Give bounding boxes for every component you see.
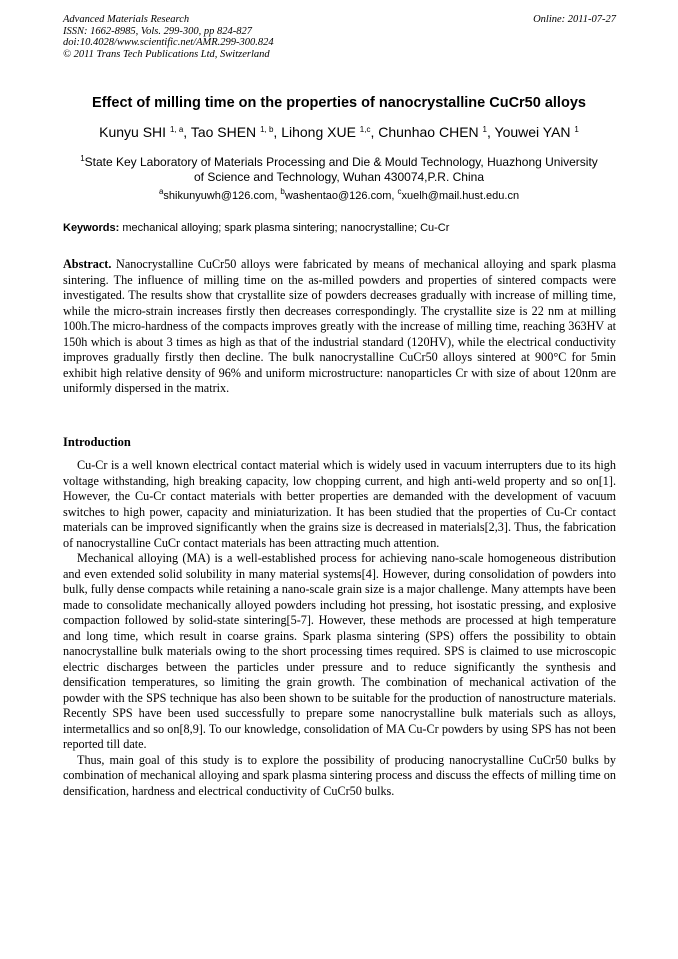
journal-header [63,14,616,60]
keywords-text: mechanical alloying; spark plasma sintering; nanocrystalline; Cu-Cr [122,222,450,234]
author-name: Lihong XUE [281,124,356,140]
author-marker: 1 [574,125,579,134]
keywords-label: Keywords: [63,222,120,234]
email-address[interactable]: washentao@126.com [284,190,392,202]
doi-line: doi:10.4028/www.scientific.net/AMR.299-300.824 [63,37,274,48]
author-name: Kunyu SHI [99,124,167,140]
introduction-body [63,458,616,799]
email-marker: c [397,187,402,196]
abstract-text: Nanocrystalline CuCr50 alloys were fabricated by means of mechanical alloying and spark plasma sintering. The influence of milling time on the as-milled powders and properties of sintered compacts were investigated. The results show that crystallite size of powders decreases gradually with increase of milling time, while the micro-strain increases firstly then decreases correspondingly. The crystallite size is 22 nm at milling 100h.The micro-hardness of the compacts improves greatly with the increase of milling time, reaching 363HV at 150h which is about 3 times as high as that of the industrial standard (120HV), while the electrical conductivity improves gradually firstly then decline. The bulk nanocrystalline CuCr50 alloys sintered at 900°C for 5min exhibit high relative density of 96% and uniform microstructure: nanoparticles Cr with size of about 120nm are uniformly dispersed in the matrix. [63,257,616,395]
author-marker: 1, a [169,125,184,134]
author-name: Chunhao CHEN [378,124,479,140]
affiliation-marker: 1 [80,154,85,163]
author-name: Tao SHEN [190,124,257,140]
author-marker: 1 [482,125,487,134]
online-date: Online: 2011-07-27 [533,14,616,25]
abstract [63,257,616,397]
email-address[interactable]: shikunyuwh@126.com [163,190,275,202]
email-marker: b [280,187,285,196]
abstract-label: Abstract. [63,257,112,271]
author-marker: 1, b [260,125,274,134]
email-marker: a [158,187,164,196]
author-list: Kunyu SHI $^{1, a}$, Tao SHEN $^{1, b}$, Lihong XUE $^{1,c}$, Chunhao CHEN $^1$, Youwei YAN $^1$ [99,124,579,140]
paper-title: Effect of milling time on the properties of nanocrystalline CuCr50 alloys [92,95,586,111]
intro-paragraph: Cu-Cr is a well known electrical contact material which is widely used in vacuum interrupters due to its high voltage withstanding, high breaking capacity, low chopping current, and high anti-weld property and so on[1]. However, the Cu-Cr contact materials with better properties are demanded with the development of vacuum switches to high power, capacity and miniaturization. It has been studied that the properties of Cu-Cr contact materials can be improved significantly when the grains size is decreased in materials[2,3]. Thus, the fabrication of nanocrystalline CuCr contact materials has been attracting much attention. [63,458,616,550]
intro-paragraph: Mechanical alloying (MA) is a well-established process for achieving nano-scale homogeneous distribution and even extended solid solubility in many material systems[4]. However, during consolidation of powders into bulk, fully dense compacts while retaining a nano-scale grain size is a major challenge. Many attempts have been made to consolidate mechanically alloyed powders including hot pressing, hot isostatic pressing, and explosive compaction followed by solid-state sintering[5-7]. However, these methods are processed at high temperature and long time, which result in coarse grains. Spark plasma sintering (SPS) offers the possibility to obtain nanocrystalline bulk materials owing to the short processing times required. SPS is claimed to use microscopic electric discharges between the particles under pressure and to reduce significantly the synthesis and densification temperatures, so limiting the grain growth. The combination of mechanical activation of the powder with the SPS technique has also been shown to be suitable for the production of nanostructure materials. Recently SPS have been used successfully to prepare some nanocrystalline bulk materials such as alloys, intermetallics and so on[8,9]. To our knowledge, consolidation of MA Cu-Cr powders by using SPS has not been reported till date. [63,551,616,751]
author-name: Youwei YAN [494,124,571,140]
affiliation-line-1: State Key Laboratory of Materials Processing and Die & Mould Technology, Huazhong University [84,155,598,169]
intro-paragraph: Thus, main goal of this study is to explore the possibility of producing nanocrystalline CuCr50 bulks by combination of mechanical alloying and spark plasma sintering process and discuss the effects of milling time on densification, hardness and electrical conductivity of CuCr50 bulks. [63,752,616,798]
section-heading-introduction: Introduction [63,435,131,449]
author-marker: 1,c [359,125,371,134]
email-address[interactable]: xuelh@mail.hust.edu.cn [401,190,520,202]
issn-line: ISSN: 1662-8985, Vols. 299-300, pp 824-827 [63,25,252,37]
copyright-line: © 2011 Trans Tech Publications Ltd, Switzerland [63,48,270,60]
email-list: $^a$shikunyuwh@126.com, $^b$washentao@126.com, $^c$xuelh@mail.hust.edu.cn [158,187,520,202]
journal-name: Advanced Materials Research [63,14,190,25]
keywords [63,222,616,234]
affiliation [60,151,618,185]
affiliation-line-2: of Science and Technology, Wuhan 430074,P.R. China [194,170,484,184]
